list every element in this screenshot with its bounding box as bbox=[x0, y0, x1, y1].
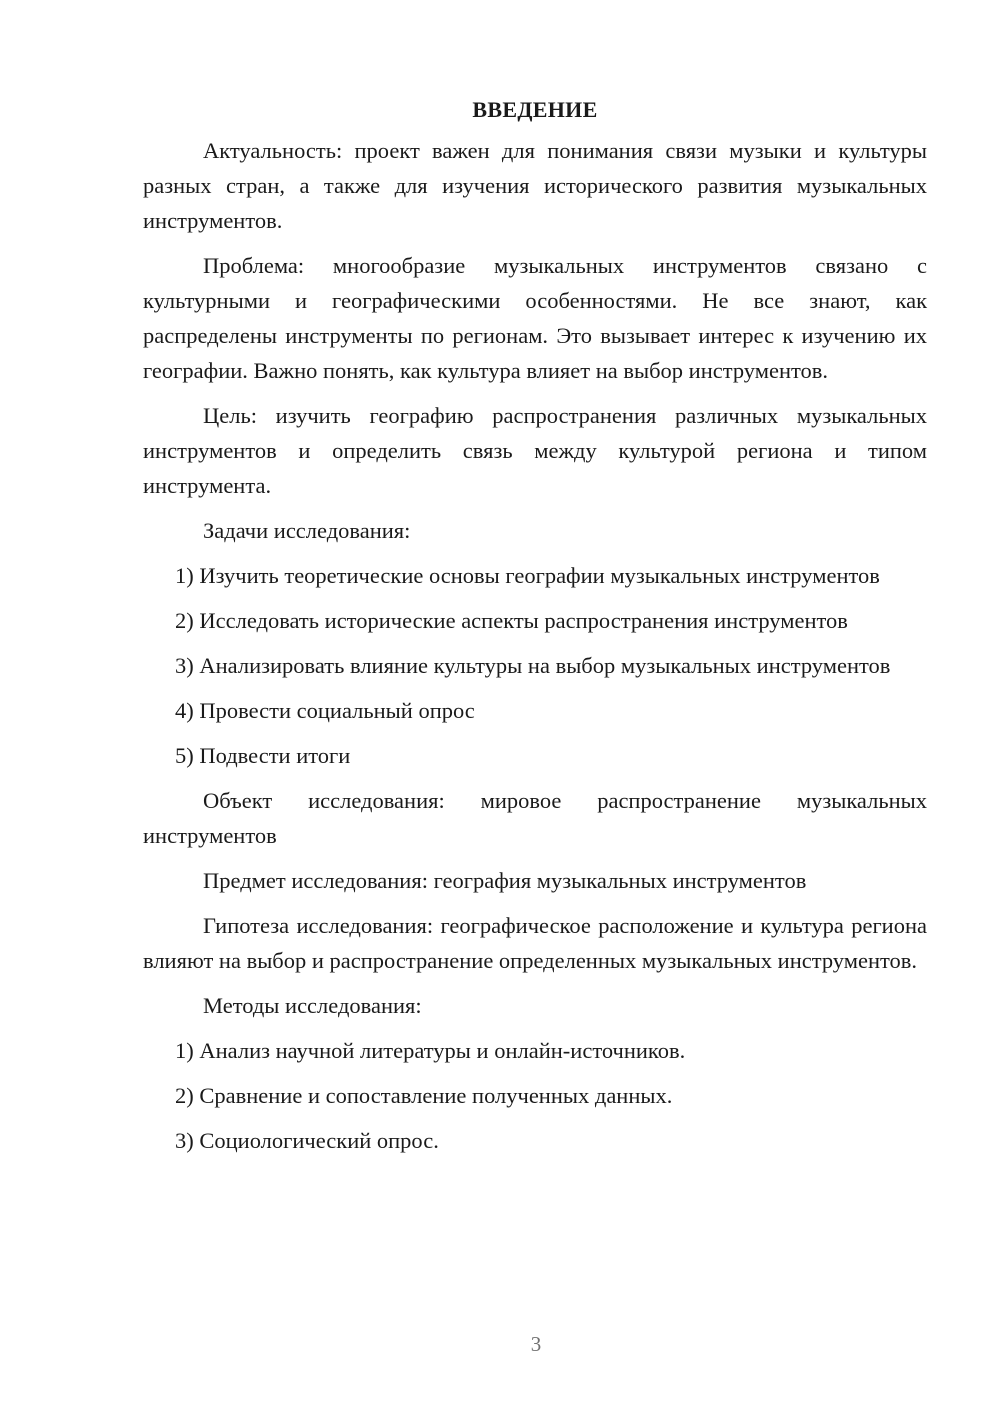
method-item-3: 3) Социологический опрос. bbox=[175, 1128, 439, 1153]
task-item-4: 4) Провести социальный опрос bbox=[175, 698, 475, 723]
page-number: 3 bbox=[530, 1332, 542, 1356]
task-item-3: 3) Анализировать влияние культуры на выбор музыкальных инструментов bbox=[175, 653, 891, 678]
task-item-2: 2) Исследовать исторические аспекты распространения инструментов bbox=[175, 608, 848, 633]
method-item-2: 2) Сравнение и сопоставление полученных данных. bbox=[175, 1083, 673, 1108]
paragraph-relevance: Актуальность: проект важен для понимания связи музыки и культуры разных стран, а также для изучения исторического развития музыкальных инструментов. bbox=[143, 138, 927, 233]
section-title: ВВЕДЕНИЕ bbox=[472, 97, 598, 122]
paragraph-methods-heading: Методы исследования: bbox=[203, 993, 422, 1018]
paragraph-object: Объект исследования: мировое распространение музыкальных инструментов bbox=[143, 788, 927, 848]
document-page bbox=[143, 92, 927, 1168]
paragraph-problem: Проблема: многообразие музыкальных инструментов связано с культурными и географическими особенностями. Не все знают, как распределены инструменты по регионам. Это вызывает интерес к изучению их географии. Важно понять, как культура влияет на выбор инструментов. bbox=[143, 253, 927, 383]
paragraph-tasks-heading: Задачи исследования: bbox=[203, 518, 411, 543]
task-item-1: 1) Изучить теоретические основы географии музыкальных инструментов bbox=[175, 563, 880, 588]
paragraph-hypothesis: Гипотеза исследования: географическое расположение и культура региона влияют на выбор и распространение определенных музыкальных инструментов. bbox=[143, 913, 927, 973]
paragraph-goal: Цель: изучить географию распространения различных музыкальных инструментов и определить связь между культурой региона и типом инструмента. bbox=[143, 403, 927, 498]
task-item-5: 5) Подвести итоги bbox=[175, 743, 351, 768]
method-item-1: 1) Анализ научной литературы и онлайн-источников. bbox=[175, 1038, 686, 1063]
paragraph-subject: Предмет исследования: география музыкальных инструментов bbox=[203, 868, 807, 893]
